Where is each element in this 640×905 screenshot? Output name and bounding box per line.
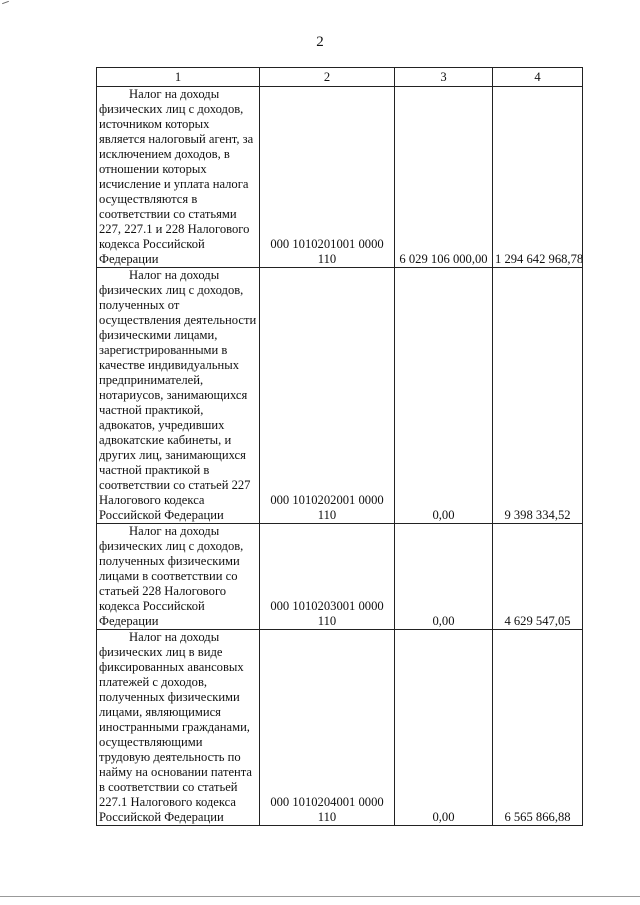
budget-code <box>260 87 395 268</box>
name-line: физических лиц в виде <box>99 645 223 659</box>
budget-code <box>260 268 395 524</box>
name-line: лицами, являющимися <box>99 705 221 719</box>
name-line: соответствии со статьей 227 <box>99 478 251 492</box>
name-line: трудовую деятельность по <box>99 750 241 764</box>
budget-code <box>260 630 395 826</box>
code-line: 110 <box>317 614 337 628</box>
header-col-3: 3 <box>395 68 493 87</box>
name-line: статьей 228 Налогового <box>99 584 227 598</box>
planned-amount: 6 029 106 000,00 <box>395 87 493 268</box>
code-line: 110 <box>317 252 337 266</box>
name-line: Российской Федерации <box>99 810 224 824</box>
name-line: 227.1 Налогового кодекса <box>99 795 237 809</box>
name-line: Федерации <box>99 614 159 628</box>
income-tax-name <box>97 87 260 268</box>
name-line: иностранными гражданами, <box>99 720 250 734</box>
table-row <box>97 268 583 524</box>
name-line: зарегистрированными в <box>99 343 228 357</box>
budget-code <box>260 524 395 630</box>
actual-amount: 4 629 547,05 <box>493 524 583 630</box>
name-line: Налог на доходы <box>129 268 220 282</box>
header-col-1: 1 <box>97 68 260 87</box>
name-line: отношении которых <box>99 162 207 176</box>
name-line: Налог на доходы <box>129 524 220 538</box>
name-line: других лиц, занимающихся <box>99 448 246 462</box>
name-line: адвокатов, учредивших <box>99 418 225 432</box>
name-line: кодекса Российской <box>99 237 205 251</box>
name-line: осуществления деятельности <box>99 313 257 327</box>
name-line: адвокатские кабинеты, и <box>99 433 232 447</box>
table-row <box>97 630 583 826</box>
header-col-4: 4 <box>493 68 583 87</box>
name-line: лицами в соответствии со <box>99 569 238 583</box>
name-line: источником которых <box>99 117 210 131</box>
actual-amount: 6 565 866,88 <box>493 630 583 826</box>
scan-edge <box>0 896 640 897</box>
code-line: 000 1010204001 0000 <box>270 795 384 809</box>
name-line: кодекса Российской <box>99 599 205 613</box>
name-line: физических лиц с доходов, <box>99 102 244 116</box>
scan-mark <box>2 1 9 4</box>
name-line: качестве индивидуальных <box>99 358 240 372</box>
name-line: Федерации <box>99 252 159 266</box>
name-line: платежей с доходов, <box>99 675 208 689</box>
code-line: 000 1010203001 0000 <box>270 599 384 613</box>
code-line: 110 <box>317 508 337 522</box>
name-line: осуществляются в <box>99 192 198 206</box>
header-row <box>97 68 583 87</box>
name-line: Налог на доходы <box>129 630 220 644</box>
name-line: осуществляющими <box>99 735 203 749</box>
code-line: 110 <box>317 810 337 824</box>
revenue-table <box>96 67 583 826</box>
table-row <box>97 87 583 268</box>
planned-amount: 0,00 <box>395 268 493 524</box>
name-line: Налогового кодекса <box>99 493 205 507</box>
name-line: в соответствии со статьей <box>99 780 238 794</box>
name-line: физическими лицами, <box>99 328 218 342</box>
name-line: частной практикой, <box>99 403 204 417</box>
name-line: исчисление и уплата налога <box>99 177 249 191</box>
name-line: 227, 227.1 и 228 Налогового <box>99 222 250 236</box>
name-line: полученных от <box>99 298 180 312</box>
income-tax-name <box>97 268 260 524</box>
name-line: соответствии со статьями <box>99 207 237 221</box>
income-tax-name <box>97 630 260 826</box>
name-line: является налоговый агент, за <box>99 132 254 146</box>
name-line: полученных физическими <box>99 690 240 704</box>
planned-amount: 0,00 <box>395 630 493 826</box>
code-line: 000 1010202001 0000 <box>270 493 384 507</box>
planned-amount: 0,00 <box>395 524 493 630</box>
name-line: физических лиц с доходов, <box>99 283 244 297</box>
code-line: 000 1010201001 0000 <box>270 237 384 251</box>
actual-amount: 1 294 642 968,78 <box>493 87 583 268</box>
name-line: фиксированных авансовых <box>99 660 244 674</box>
name-line: полученных физическими <box>99 554 240 568</box>
name-line: нотариусов, занимающихся <box>99 388 248 402</box>
page-number: 2 <box>316 34 324 50</box>
table-row <box>97 524 583 630</box>
name-line: Российской Федерации <box>99 508 224 522</box>
name-line: Налог на доходы <box>129 87 220 101</box>
name-line: найму на основании патента <box>99 765 253 779</box>
name-line: предпринимателей, <box>99 373 204 387</box>
name-line: физических лиц с доходов, <box>99 539 244 553</box>
header-col-2: 2 <box>260 68 395 87</box>
name-line: исключением доходов, в <box>99 147 230 161</box>
name-line: частной практикой в <box>99 463 210 477</box>
income-tax-name <box>97 524 260 630</box>
actual-amount: 9 398 334,52 <box>493 268 583 524</box>
